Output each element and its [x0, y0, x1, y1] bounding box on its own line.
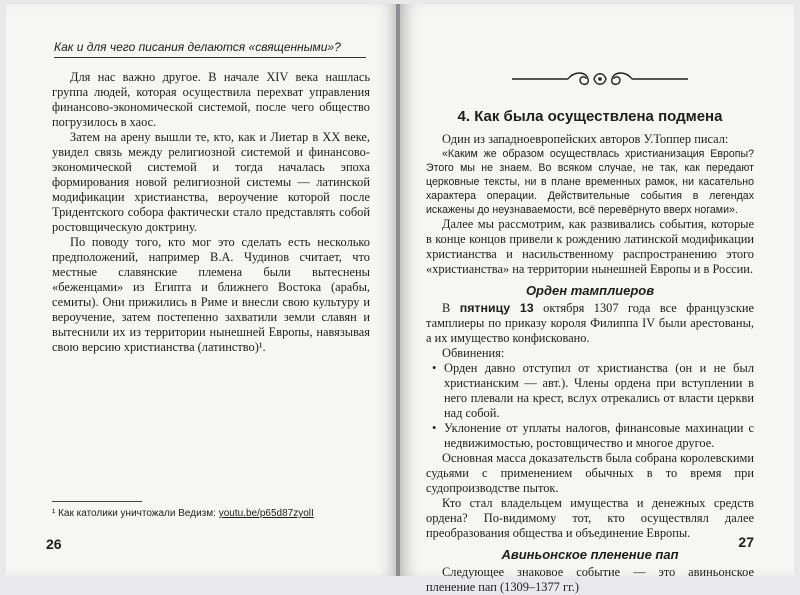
- left-page-body: [52, 70, 370, 355]
- text-fragment: В: [442, 301, 460, 315]
- decorative-ornament-icon: [510, 68, 690, 90]
- footnote-link[interactable]: youtu.be/p65d87zyolI: [218, 508, 314, 519]
- book-spread: [6, 4, 794, 594]
- subheading-templars: Орден тамплиеров: [525, 283, 655, 298]
- quote: «Каким же образом осуществлась христианизация Европы? Этого мы не знаем. Во всяком случае, не так, как передают церковные тексты, ни в плане временных рамок, ни касательно характера операции. Действительные события в легендах искажены до неузнаваемости, всё перевёрнуто вверх ногами».: [426, 148, 754, 216]
- paragraph: Затем на арену вышли те, кто, как и Лиетар в XX веке, увидел связь между религиозной системой и финансово-экономической системой и тогда началась эпоха формирования новой религиозной системы — латинской модификации христианства, вероучение которой после Тридентского собора фактически стало представлять собой ростовщическую доктрину.: [52, 130, 370, 234]
- paragraph: Далее мы рассмотрим, как развивались события, которые в конце концов привели к рождению латинской модификации христианства и насильственному распространению этого «христианства» на территории нынешней Европы и в России.: [426, 217, 754, 276]
- footnote: [52, 508, 372, 519]
- paragraph: Основная масса доказательств была собрана королевскими судьями с применением обычных в то время при судопроизводстве пыток.: [426, 451, 754, 495]
- subheading-avignon: Авиньонское пленение пап: [501, 547, 679, 562]
- section-title: 4. Как была осуществлена подмена: [457, 108, 723, 125]
- page-number-left: 26: [46, 536, 62, 552]
- right-page-body: [426, 132, 754, 595]
- paragraph-intro: Один из западноевропейских авторов У.Топпер писал:: [442, 132, 729, 146]
- paragraph: Для нас важно другое. В начале XIV века нашлась группа людей, которая осуществила перехват управления финансово-экономической системой, после чего общество погрузилось в хаос.: [52, 70, 370, 129]
- bold-date: пятницу 13: [459, 301, 534, 315]
- text-fragment: октября 1307 года все французские тамплиеры по приказу короля Филиппа IV были арестованы, а их имущество конфисковано.: [426, 301, 754, 345]
- page-number-right: 27: [738, 534, 754, 550]
- list-item: • Орден давно отступил от христианства (он и не был христианским — авт.). Члены ордена при вступлении в него плевали на крест, вслух отрекались от власти церкви над собой.: [426, 361, 754, 421]
- footnote-text: ¹ Как католики уничтожали Ведизм:: [52, 508, 219, 519]
- paragraph: Следующее знаковое событие — это авиньонское пленение пап (1309–1377 гг.): [426, 565, 754, 594]
- running-head: Как и для чего писания делаются «священными»?: [54, 40, 366, 58]
- footnote-rule: [52, 501, 142, 502]
- paragraph: Кто стал владельцем имущества и денежных средств ордена? По-видимому тот, кто осуществлял далее преобразования общества и объединение Европы.: [426, 496, 754, 540]
- charges-label: Обвинения:: [442, 346, 505, 360]
- list-item: • Уклонение от уплаты налогов, финансовые махинации с недвижимостью, ростовщичество и многое другое.: [426, 421, 754, 451]
- charges-list: [426, 361, 754, 451]
- paragraph-templars: [426, 301, 754, 346]
- paragraph: По поводу того, кто мог это сделать есть несколько предположений, например В.А. Чудинов считает, что местные славянские племена были вытеснены «беженцами» из Египта и ближнего Востока (арабы, семиты). Они прижились в Риме и внесли свою культуру и вероучение, затем постепенно захватили земли славян и вытеснили их из территории нынешней Европы, навязывая свою версию христианства (латинство)¹.: [52, 235, 370, 354]
